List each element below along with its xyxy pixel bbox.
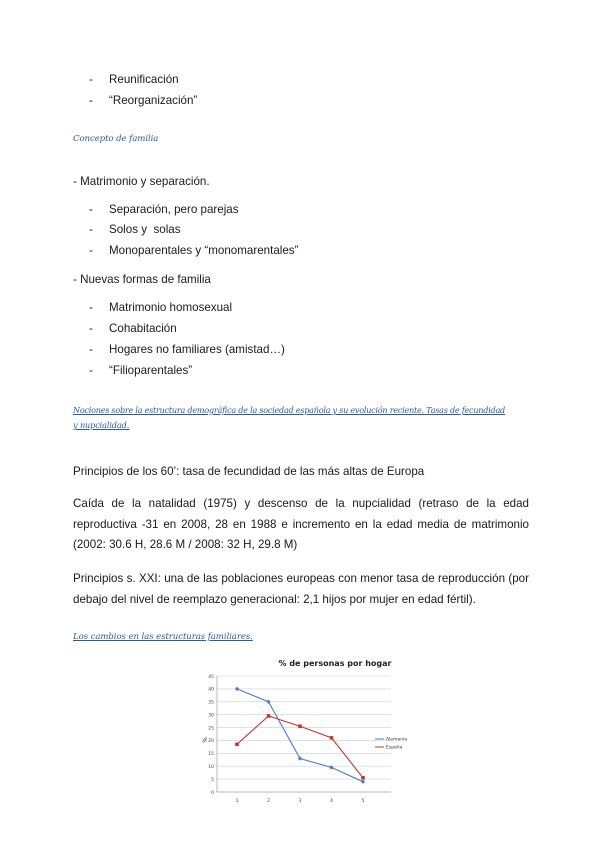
y-tick-label: 30 — [208, 713, 214, 719]
y-tick-label: 40 — [208, 687, 214, 693]
y-tick-label: 15 — [208, 752, 214, 758]
y-tick-label: 45 — [208, 674, 214, 680]
list-dash: - — [89, 73, 93, 86]
list-item — [0, 342, 600, 357]
y-tick-label: 0 — [211, 790, 214, 796]
y-tick-label: 25 — [208, 726, 214, 732]
list-item-text: Cohabitación — [109, 322, 177, 335]
section-heading-cambios: Los cambios en las estructuras familiares. — [73, 632, 253, 642]
y-tick-label: 35 — [208, 700, 214, 706]
list-dash: - — [89, 223, 93, 236]
households-chart — [203, 652, 416, 818]
y-tick-label: 5 — [211, 777, 214, 783]
x-tick-label: 2 — [267, 799, 270, 804]
section-title-nuevas-formas: - Nuevas formas de familia — [73, 273, 211, 286]
data-point — [235, 743, 239, 747]
list-dash: - — [89, 301, 93, 314]
section-heading-nociones-cont: y nupcialidad. — [73, 420, 130, 430]
data-point — [330, 736, 334, 740]
list-dash: - — [89, 364, 93, 377]
data-point — [298, 724, 302, 728]
section-heading-concepto: Concepto de familia — [73, 134, 159, 144]
list-item — [0, 321, 600, 336]
section-heading-nociones: Nociones sobre la estructura demográfica de la sociedad española y su evolución reciente. Tasas de fecundidad — [73, 405, 505, 415]
list-item-text: Monoparentales y “monomarentales” — [109, 244, 299, 257]
legend-label: España — [386, 745, 403, 751]
list-item-text: “Reorganización” — [109, 94, 198, 107]
list-item-text: Hogares no familiares (amistad…) — [109, 343, 285, 356]
list-dash: - — [89, 203, 93, 216]
x-tick-label: 5 — [361, 799, 365, 804]
legend-label: Alemania — [386, 737, 408, 743]
list-item — [0, 222, 600, 237]
list-dash: - — [89, 244, 93, 257]
list-dash: - — [89, 343, 93, 356]
list-item — [0, 72, 600, 87]
data-point — [267, 714, 271, 718]
chart-title: % de personas por hogar — [278, 659, 392, 668]
section-title-matrimonio: - Matrimonio y separación. — [73, 175, 210, 188]
y-tick-label: 20 — [208, 739, 214, 745]
list-item — [0, 202, 600, 217]
list-item-text: Solos y solas — [109, 223, 181, 236]
chart-ylabel: % — [202, 737, 209, 743]
chart-svg — [203, 652, 416, 818]
data-point — [361, 776, 365, 780]
y-tick-label: 10 — [208, 765, 214, 771]
chart-background — [203, 652, 416, 818]
list-item — [0, 300, 600, 315]
paragraph-caida-natalidad: Caída de la natalidad (1975) y descenso de la nupcialidad (retraso de la edad reproductiva -31 en 2008, 28 en 1988 e incremento en la edad media de matrimonio (2002: 30.6 H, 28.6 M / 2008: 32 H, 29.8 M) — [73, 497, 529, 551]
paragraph-principios-xxi: Principios s. XXI: una de las poblaciones europeas con menor tasa de reproducción (por debajo del nivel de reemplazo generacional: 2,1 hijos por mujer en edad fértil). — [73, 572, 529, 606]
list-item — [0, 243, 600, 258]
list-item-text: Separación, pero parejas — [109, 203, 239, 216]
list-item-text: Reunificación — [109, 73, 179, 86]
list-item — [0, 93, 600, 108]
list-item-text: Matrimonio homosexual — [109, 301, 233, 314]
paragraph-principios-60: Principios de los 60’: tasa de fecundidad de las más altas de Europa — [73, 465, 425, 478]
x-tick-label: 4 — [330, 799, 333, 804]
list-item-text: “Filioparentales” — [109, 364, 193, 377]
x-tick-label: 3 — [298, 799, 302, 804]
list-item — [0, 363, 600, 378]
list-dash: - — [89, 322, 93, 335]
x-tick-label: 1 — [235, 799, 239, 804]
list-dash: - — [89, 94, 93, 107]
